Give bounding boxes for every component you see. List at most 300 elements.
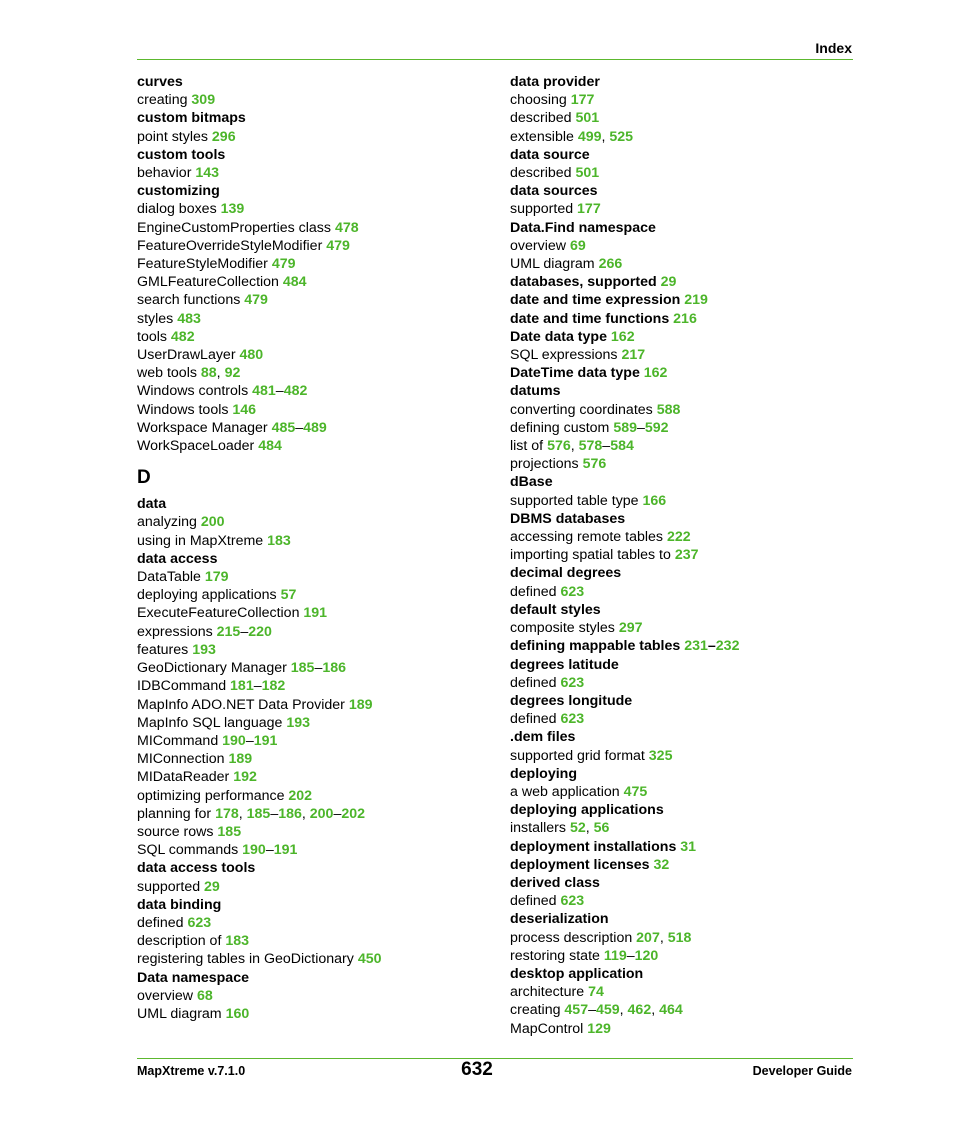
- page-separator: ,: [238, 805, 247, 822]
- index-main-entry: [510, 856, 855, 874]
- index-main-entry: [510, 219, 855, 237]
- index-main-entry: [510, 146, 855, 164]
- entry-label: defined: [510, 674, 561, 691]
- page-link[interactable]: 191: [273, 842, 298, 859]
- entry-label: MapInfo SQL language: [137, 714, 287, 731]
- page-link[interactable]: 162: [643, 365, 668, 382]
- entry-label: converting coordinates: [510, 401, 657, 418]
- index-main-entry: [137, 182, 487, 200]
- entry-label: MapInfo ADO.NET Data Provider: [137, 696, 349, 713]
- entry-label: defined: [510, 893, 561, 910]
- page-link[interactable]: 481: [252, 383, 276, 400]
- page-number: 632: [461, 1059, 493, 1080]
- page-separator: ,: [216, 365, 225, 382]
- page-link[interactable]: 207: [636, 929, 660, 946]
- entry-label: dialog boxes: [137, 201, 221, 218]
- entry-label: creating: [510, 1002, 565, 1019]
- entry-label: using in MapXtreme: [137, 532, 268, 549]
- entry-label: databases, supported: [510, 274, 661, 291]
- entry-label: restoring state: [510, 947, 604, 964]
- page-link[interactable]: 52: [569, 820, 586, 837]
- page-link[interactable]: 297: [618, 620, 643, 637]
- index-column-left: [137, 73, 487, 1023]
- entry-label: architecture: [510, 984, 589, 1001]
- page-link[interactable]: 623: [187, 914, 212, 931]
- page-link[interactable]: 623: [560, 711, 585, 728]
- page-link[interactable]: 219: [684, 292, 708, 309]
- page-link[interactable]: 202: [341, 805, 366, 822]
- page-link[interactable]: 499: [577, 128, 602, 145]
- page-link[interactable]: 186: [278, 805, 302, 822]
- page-link[interactable]: 74: [588, 984, 604, 1001]
- page-range-dash: –: [314, 660, 323, 677]
- index-subentry: [137, 696, 487, 714]
- entry-label: described: [510, 165, 576, 182]
- entry-label: described: [510, 110, 576, 127]
- page-link[interactable]: 182: [261, 678, 286, 695]
- entry-label: point styles: [137, 128, 212, 145]
- index-subentry: [510, 819, 855, 837]
- page-link[interactable]: 480: [239, 347, 264, 364]
- page-link[interactable]: 139: [220, 201, 245, 218]
- index-subentry: [510, 401, 855, 419]
- page-link[interactable]: 489: [303, 419, 327, 436]
- index-main-entry: [510, 656, 855, 674]
- index-subentry: [137, 604, 487, 622]
- index-subentry: [510, 783, 855, 801]
- index-main-entry: [510, 310, 855, 328]
- page-link[interactable]: 120: [634, 947, 659, 964]
- page-link[interactable]: 483: [177, 310, 201, 327]
- page-range-dash: –: [626, 947, 635, 964]
- index-subentry: [137, 878, 487, 896]
- index-subentry: [137, 255, 487, 273]
- page-link[interactable]: 68: [196, 987, 213, 1004]
- page-separator: ,: [570, 438, 579, 455]
- page-link[interactable]: 220: [248, 623, 272, 640]
- footer-product: MapXtreme v.7.1.0: [137, 1064, 246, 1078]
- index-subentry: [137, 291, 487, 309]
- page-link[interactable]: 181: [230, 678, 254, 695]
- index-subentry: [137, 677, 487, 695]
- index-main-entry: [510, 601, 855, 619]
- entry-label: data provider: [510, 74, 600, 90]
- page-range-dash: –: [245, 732, 254, 749]
- index-subentry: [137, 310, 487, 328]
- page-link[interactable]: 450: [357, 951, 382, 968]
- index-main-entry: [137, 969, 487, 987]
- index-subentry: [510, 892, 855, 910]
- index-main-entry: [510, 473, 855, 491]
- index-main-entry: [137, 896, 487, 914]
- page-link[interactable]: 192: [233, 769, 257, 786]
- index-main-entry: [510, 382, 855, 400]
- index-main-entry: [510, 910, 855, 928]
- page-link[interactable]: 166: [642, 492, 667, 509]
- entry-label: datums: [510, 383, 561, 400]
- entry-label: defining custom: [510, 419, 614, 436]
- index-main-entry: [510, 838, 855, 856]
- page-link[interactable]: 200: [309, 805, 334, 822]
- index-subentry: [510, 492, 855, 510]
- page-range-dash: –: [333, 805, 342, 822]
- index-subentry: [137, 532, 487, 550]
- index-subentry: [137, 623, 487, 641]
- index-subentry: [510, 546, 855, 564]
- page-link[interactable]: 88: [200, 365, 217, 382]
- index-subentry: [510, 109, 855, 127]
- entry-label: SQL commands: [137, 842, 243, 859]
- entry-label: Date data type: [510, 328, 611, 345]
- entry-label: supported: [510, 201, 578, 218]
- entry-label: defined: [137, 914, 188, 931]
- entry-label: choosing: [510, 92, 571, 109]
- page-link[interactable]: 501: [575, 165, 600, 182]
- index-subentry: [137, 91, 487, 109]
- page-link[interactable]: 69: [569, 237, 586, 254]
- page-link[interactable]: 309: [191, 92, 216, 109]
- entry-label: IDBCommand: [137, 678, 231, 695]
- page-link[interactable]: 266: [598, 256, 623, 273]
- entry-label: custom tools: [137, 146, 226, 163]
- page-link[interactable]: 576: [582, 456, 607, 473]
- index-main-entry: [137, 73, 487, 91]
- index-main-entry: [510, 801, 855, 819]
- index-subentry: [137, 364, 487, 382]
- page-link[interactable]: 479: [244, 292, 268, 309]
- page-link[interactable]: 193: [192, 641, 216, 658]
- page-link[interactable]: 578: [578, 438, 603, 455]
- index-main-entry: [510, 182, 855, 200]
- page-link[interactable]: 482: [170, 328, 195, 345]
- index-subentry: [137, 932, 487, 950]
- page-separator: ,: [619, 1002, 628, 1019]
- index-main-entry: [510, 328, 855, 346]
- page-link[interactable]: 518: [667, 929, 692, 946]
- page-link[interactable]: 160: [225, 1005, 250, 1022]
- index-subentry: [510, 929, 855, 947]
- index-main-entry: [137, 550, 487, 568]
- page-link[interactable]: 177: [577, 201, 601, 218]
- page-link[interactable]: 193: [286, 714, 311, 731]
- entry-label: accessing remote tables: [510, 529, 667, 546]
- page-link[interactable]: 325: [648, 747, 673, 764]
- page-link[interactable]: 232: [715, 638, 740, 655]
- index-subentry: [137, 586, 487, 604]
- entry-label: installers: [510, 820, 570, 837]
- entry-label: FeatureOverrideStyleModifier: [137, 237, 327, 254]
- page-link[interactable]: 185: [290, 660, 315, 677]
- entry-label: search functions: [137, 292, 245, 309]
- entry-label: list of: [510, 438, 548, 455]
- entry-label: features: [137, 641, 193, 658]
- page-link[interactable]: 185: [246, 805, 271, 822]
- index-subentry: [510, 237, 855, 255]
- entry-label: data source: [510, 146, 590, 163]
- index-main-entry: [510, 273, 855, 291]
- running-header-title: Index: [815, 40, 852, 56]
- entry-label: ExecuteFeatureCollection: [137, 605, 304, 622]
- index-subentry: [510, 200, 855, 218]
- page-link[interactable]: 217: [621, 347, 646, 364]
- page-link[interactable]: 478: [334, 219, 359, 236]
- entry-label: supported: [137, 878, 205, 895]
- page-link[interactable]: 588: [656, 401, 681, 418]
- index-subentry: [510, 528, 855, 546]
- entry-label: tools: [137, 328, 171, 345]
- index-subentry: [137, 787, 487, 805]
- page-link[interactable]: 56: [593, 820, 610, 837]
- page-link[interactable]: 29: [660, 274, 677, 291]
- page-link[interactable]: 200: [200, 514, 225, 531]
- index-subentry: [137, 237, 487, 255]
- page-range-dash: –: [275, 383, 284, 400]
- page-link[interactable]: 501: [575, 110, 600, 127]
- page-link[interactable]: 525: [609, 128, 634, 145]
- index-subentry: [137, 914, 487, 932]
- index-main-entry: [137, 146, 487, 164]
- index-subentry: [510, 710, 855, 728]
- index-subentry: [510, 583, 855, 601]
- entry-label: behavior: [137, 165, 196, 182]
- page-link[interactable]: 592: [644, 419, 669, 436]
- page-link[interactable]: 623: [560, 674, 585, 691]
- page-link[interactable]: 216: [673, 310, 697, 327]
- entry-label: deploying applications: [510, 802, 664, 819]
- entry-label: DBMS databases: [510, 510, 626, 527]
- page-link[interactable]: 202: [288, 787, 313, 804]
- index-subentry: [137, 750, 487, 768]
- page-range-dash: –: [253, 678, 262, 695]
- page-link[interactable]: 183: [267, 532, 291, 549]
- header-rule: [137, 59, 853, 60]
- page-separator: ,: [651, 1002, 660, 1019]
- page-link[interactable]: 584: [610, 438, 634, 455]
- entry-label: degrees latitude: [510, 656, 619, 673]
- entry-label: web tools: [137, 365, 201, 382]
- index-main-entry: [510, 965, 855, 983]
- index-main-entry: [510, 364, 855, 382]
- index-subentry: [137, 641, 487, 659]
- page-link[interactable]: 32: [653, 856, 670, 873]
- page-link[interactable]: 222: [666, 529, 691, 546]
- index-subentry: [510, 619, 855, 637]
- index-main-entry: [137, 109, 487, 127]
- entry-label: importing spatial tables to: [510, 547, 675, 564]
- entry-label: derived class: [510, 874, 600, 891]
- entry-label: projections: [510, 456, 583, 473]
- page-separator: ,: [601, 128, 610, 145]
- index-subentry: [510, 983, 855, 1001]
- index-subentry: [137, 219, 487, 237]
- index-subentry: [510, 1020, 855, 1038]
- index-subentry: [510, 91, 855, 109]
- entry-label: data: [137, 496, 167, 513]
- index-main-entry: [510, 692, 855, 710]
- index-main-entry: [137, 495, 487, 513]
- page-link[interactable]: 57: [280, 587, 297, 604]
- entry-label: analyzing: [137, 514, 201, 531]
- index-subentry: [137, 987, 487, 1005]
- index-subentry: [137, 659, 487, 677]
- entry-label: WorkSpaceLoader: [137, 438, 259, 455]
- page-link[interactable]: 162: [610, 328, 635, 345]
- index-subentry: [137, 950, 487, 968]
- entry-label: curves: [137, 74, 183, 90]
- page-link[interactable]: 485: [271, 419, 296, 436]
- entry-label: supported table type: [510, 492, 643, 509]
- page-link[interactable]: 459: [595, 1002, 620, 1019]
- page-link[interactable]: 191: [303, 605, 328, 622]
- index-subentry: [137, 273, 487, 291]
- page-link[interactable]: 457: [564, 1002, 589, 1019]
- page-link[interactable]: 29: [204, 878, 220, 895]
- page-separator: ,: [659, 929, 668, 946]
- entry-label: GMLFeatureCollection: [137, 274, 283, 291]
- entry-label: source rows: [137, 823, 218, 840]
- index-subentry: [137, 401, 487, 419]
- page-link[interactable]: 190: [222, 732, 246, 749]
- entry-label: degrees longitude: [510, 692, 633, 709]
- page-link[interactable]: 179: [204, 569, 229, 586]
- index-subentry: [137, 346, 487, 364]
- entry-label: UML diagram: [510, 256, 599, 273]
- index-subentry: [137, 568, 487, 586]
- index-subentry: [137, 437, 487, 455]
- entry-label: extensible: [510, 128, 578, 145]
- index-main-entry: [510, 874, 855, 892]
- page-link[interactable]: 576: [547, 438, 571, 455]
- page-link[interactable]: 482: [283, 383, 308, 400]
- page-link[interactable]: 623: [560, 583, 585, 600]
- index-subentry: [510, 674, 855, 692]
- entry-label: desktop application: [510, 965, 644, 982]
- page-link[interactable]: 189: [348, 696, 373, 713]
- index-subentry: [137, 128, 487, 146]
- page-range-dash: –: [270, 805, 279, 822]
- page-link[interactable]: 185: [217, 823, 242, 840]
- entry-label: description of: [137, 933, 226, 950]
- entry-label: deploying applications: [137, 587, 281, 604]
- entry-label: data binding: [137, 896, 222, 913]
- page-link[interactable]: 129: [587, 1020, 611, 1037]
- page-range-dash: –: [707, 638, 716, 655]
- index-main-entry: [510, 728, 855, 746]
- index-subentry: [137, 841, 487, 859]
- page-link[interactable]: 190: [242, 842, 266, 859]
- entry-label: optimizing performance: [137, 787, 289, 804]
- entry-label: Workspace Manager: [137, 419, 272, 436]
- page-link[interactable]: 237: [674, 547, 699, 564]
- index-subentry: [510, 346, 855, 364]
- entry-label: process description: [510, 929, 637, 946]
- index-subentry: [510, 255, 855, 273]
- page-link[interactable]: 475: [623, 783, 648, 800]
- entry-label: deploying: [510, 765, 577, 782]
- index-main-entry: [510, 765, 855, 783]
- index-subentry: [137, 732, 487, 750]
- entry-label: FeatureStyleModifier: [137, 256, 272, 273]
- index-subentry: [137, 714, 487, 732]
- entry-label: DataTable: [137, 569, 205, 586]
- page-link[interactable]: 479: [326, 237, 350, 254]
- index-subentry: [137, 768, 487, 786]
- page-link[interactable]: 464: [659, 1002, 683, 1019]
- index-subentry: [137, 1005, 487, 1023]
- page-link[interactable]: 92: [224, 365, 241, 382]
- entry-label: a web application: [510, 783, 624, 800]
- page-range-dash: –: [240, 623, 249, 640]
- page-link[interactable]: 479: [271, 256, 296, 273]
- entry-label: data access tools: [137, 860, 256, 877]
- page-link[interactable]: 231: [684, 638, 708, 655]
- index-subentry: [510, 437, 855, 455]
- index-subentry: [137, 328, 487, 346]
- page-link[interactable]: 177: [570, 92, 595, 109]
- page-link[interactable]: 183: [225, 933, 249, 950]
- entry-label: default styles: [510, 601, 601, 618]
- entry-label: Data.Find namespace: [510, 219, 656, 236]
- page-link[interactable]: 462: [627, 1002, 652, 1019]
- page-link[interactable]: 215: [216, 623, 241, 640]
- index-subentry: [510, 128, 855, 146]
- index-subentry: [137, 805, 487, 823]
- entry-label: data sources: [510, 183, 598, 200]
- page-link[interactable]: 31: [680, 838, 697, 855]
- index-main-entry: [137, 859, 487, 877]
- entry-label: date and time expression: [510, 292, 685, 309]
- page-range-dash: –: [295, 419, 304, 436]
- entry-label: custom bitmaps: [137, 110, 246, 127]
- entry-label: SQL expressions: [510, 347, 622, 364]
- page-link[interactable]: 296: [211, 128, 236, 145]
- index-subentry: [510, 1001, 855, 1019]
- entry-label: date and time functions: [510, 310, 674, 327]
- page-separator: ,: [585, 820, 594, 837]
- page-link[interactable]: 189: [228, 751, 253, 768]
- entry-label: EngineCustomProperties class: [137, 219, 335, 236]
- page-link[interactable]: 178: [215, 805, 239, 822]
- index-subentry: [137, 382, 487, 400]
- index-main-entry: [510, 73, 855, 91]
- entry-label: MIDataReader: [137, 769, 234, 786]
- entry-label: defined: [510, 583, 561, 600]
- entry-label: D: [137, 467, 151, 489]
- page-link[interactable]: 484: [258, 438, 282, 455]
- index-subentry: [510, 455, 855, 473]
- page-link[interactable]: 623: [560, 893, 585, 910]
- entry-label: defined: [510, 711, 561, 728]
- page-link[interactable]: 589: [613, 419, 637, 436]
- index-subentry: [137, 513, 487, 531]
- index-subentry: [137, 823, 487, 841]
- page-link[interactable]: 186: [322, 660, 347, 677]
- page-link[interactable]: 143: [195, 165, 220, 182]
- index-main-entry: [510, 564, 855, 582]
- index-main-entry: [510, 291, 855, 309]
- page-link[interactable]: 119: [603, 947, 627, 964]
- entry-label: Data namespace: [137, 969, 249, 986]
- entry-label: Windows controls: [137, 383, 253, 400]
- page-link[interactable]: 146: [232, 401, 257, 418]
- entry-label: deployment licenses: [510, 856, 654, 873]
- page-link[interactable]: 191: [253, 732, 278, 749]
- index-subentry: [510, 947, 855, 965]
- index-subentry: [137, 164, 487, 182]
- index-main-entry: [510, 637, 855, 655]
- page-link[interactable]: 484: [282, 274, 307, 291]
- entry-label: creating: [137, 92, 192, 109]
